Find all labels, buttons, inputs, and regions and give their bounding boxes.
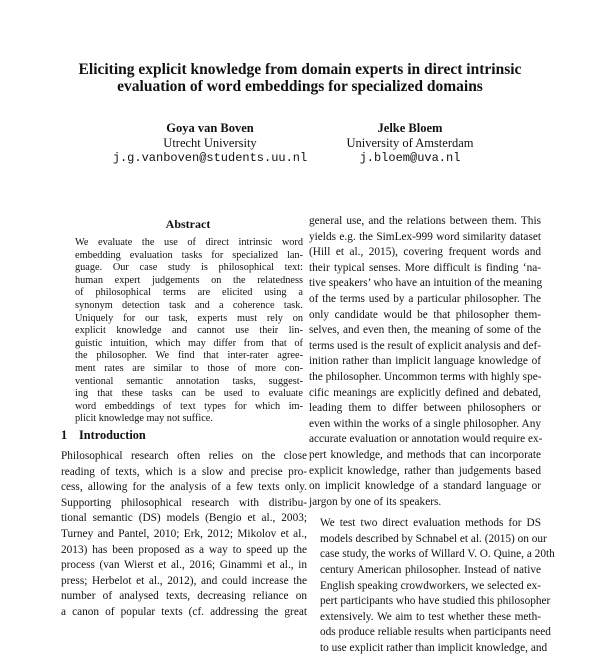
text-line: selves, and even then, the meaning of some of the — [309, 324, 541, 337]
text-line: 2013) has been proposed as a way to speed up the — [61, 543, 307, 556]
text-line: ods produce reliable results when participants need — [320, 626, 551, 639]
text-line: pert knowledge, and methods that can incorporate — [309, 448, 541, 461]
text-line: to use explicit rather than implicit knowledge, and — [320, 642, 548, 655]
introduction-body — [61, 449, 307, 621]
text-line: number of analysed texts, decreasing reliance on — [61, 590, 307, 603]
text-line: inition rather than implicit language knowledge of — [309, 355, 541, 368]
text-line: models described by Schnabel et al. (2015) on our — [320, 532, 547, 545]
text-line: reading of texts, which is a slow and precise pro- — [61, 465, 307, 478]
title-line: evaluation of word embeddings for specialized domains — [117, 78, 483, 95]
text-line: cific meanings are explicitly defined and debated, — [309, 386, 541, 399]
author-name: Goya van Boven — [166, 121, 254, 135]
text-line: Supporting philosophical research with distribu- — [61, 496, 307, 509]
paper-title — [40, 61, 560, 95]
text-line: the philosopher. Uncommon terms with highly spe- — [309, 370, 542, 383]
text-line: jargon by one of its speakers. — [309, 495, 442, 508]
author-email: j.bloem@uva.nl — [359, 151, 461, 165]
text-line: tional semantic (DS) models (Bengio et al., 2003; — [61, 512, 307, 525]
text-line: pert participants who have studied this philosopher — [320, 595, 551, 608]
text-line: press; Herbelot et al., 2012), and could increase the — [61, 574, 307, 587]
paragraph — [309, 214, 541, 510]
text-line: ment rates are similar to those of more con- — [75, 362, 303, 374]
text-line: human expert judgements on the relatedness — [75, 274, 303, 286]
author-affiliation: Utrecht University — [163, 136, 257, 150]
author-email: j.g.vanboven@students.uu.nl — [112, 151, 308, 165]
text-line: synonym detection task and a coherence task. — [75, 299, 303, 311]
text-line: yields e.g. the SimLex-999 word similarity dataset — [309, 230, 541, 243]
text-line: tive speakers’ who have an intuition of the meaning — [309, 277, 543, 290]
text-line: (Hill et al., 2015), covering frequent words and — [309, 246, 541, 259]
section-heading-introduction — [61, 428, 146, 443]
right-column-body — [309, 214, 555, 657]
text-line: Turney and Pantel, 2010; Erk, 2012; Mikolov et al., — [61, 527, 307, 540]
author-block — [290, 121, 530, 166]
section-number: 1 — [61, 428, 68, 442]
text-line: English speaking crowdworkers, we selected ex- — [320, 579, 541, 592]
text-line: a canon of popular texts (cf. addressing the great — [61, 605, 307, 618]
text-line: on implicit knowledge of a standard language or — [309, 480, 541, 493]
text-line: their typical senses. More difficult is finding ‘na- — [309, 261, 541, 274]
text-line: century American philosopher. Instead of native — [320, 564, 541, 577]
text-line: process (van Wierst et al., 2016; Ginammi et al., in — [61, 559, 307, 572]
text-line: of the terms used by a particular philosopher. The — [309, 292, 541, 305]
text-line: the philosopher. We find that inter-rater agree- — [75, 350, 303, 362]
text-line: We evaluate the use of direct intrinsic word — [75, 237, 303, 248]
text-line: only candidate would be that philosopher them- — [309, 308, 541, 321]
text-line: terms used is the result of explicit analysis and def- — [309, 339, 541, 352]
text-line: Philosophical research often relies on the close — [61, 450, 307, 462]
abstract-body — [75, 237, 303, 426]
text-line: Uniquely for our task, experts must rely on — [75, 312, 303, 324]
text-line: guistic intuition, which may differ from that of — [75, 337, 303, 349]
text-line: guage. Our case study is philosophical text: — [75, 262, 303, 274]
text-line: extensively. We aim to test whether these meth- — [320, 610, 541, 623]
text-line: plicit knowledge may not suffice. — [75, 413, 213, 425]
text-line: ventional semantic annotation tasks, suggest- — [75, 375, 303, 387]
text-line: general use, and the relations between them. This — [309, 215, 541, 227]
text-line: explicit knowledge, rather than judgements based — [309, 464, 541, 477]
paragraph — [309, 516, 555, 656]
text-line: cess, allowing for the analysis of a few texts only. — [61, 481, 307, 494]
title-line: Eliciting explicit knowledge from domain experts in direct intrinsic — [78, 61, 522, 78]
text-line: case study, the works of Willard V. O. Quine, a 20th — [320, 548, 555, 561]
text-line: embedding evaluation tasks for specialized lan- — [75, 249, 303, 261]
author-name: Jelke Bloem — [377, 121, 443, 135]
abstract-heading: Abstract — [165, 217, 211, 231]
text-line: accurate evaluation or annotation would require ex- — [309, 433, 543, 446]
text-line: word embeddings of text types for which im- — [75, 400, 303, 412]
text-line: even within the works of a single philosopher. Any — [309, 417, 541, 430]
text-line: ing that these tasks can be used to evaluate — [75, 388, 303, 400]
section-title: Introduction — [79, 428, 146, 442]
text-line: We test two direct evaluation methods for DS — [320, 517, 541, 530]
author-affiliation: University of Amsterdam — [346, 136, 474, 150]
text-line: of philosophical terms are elicited using a — [75, 287, 303, 299]
text-line: explicit knowledge and cannot use their lin- — [75, 325, 303, 337]
text-line: leading them to differ between philosophers or — [309, 402, 541, 415]
